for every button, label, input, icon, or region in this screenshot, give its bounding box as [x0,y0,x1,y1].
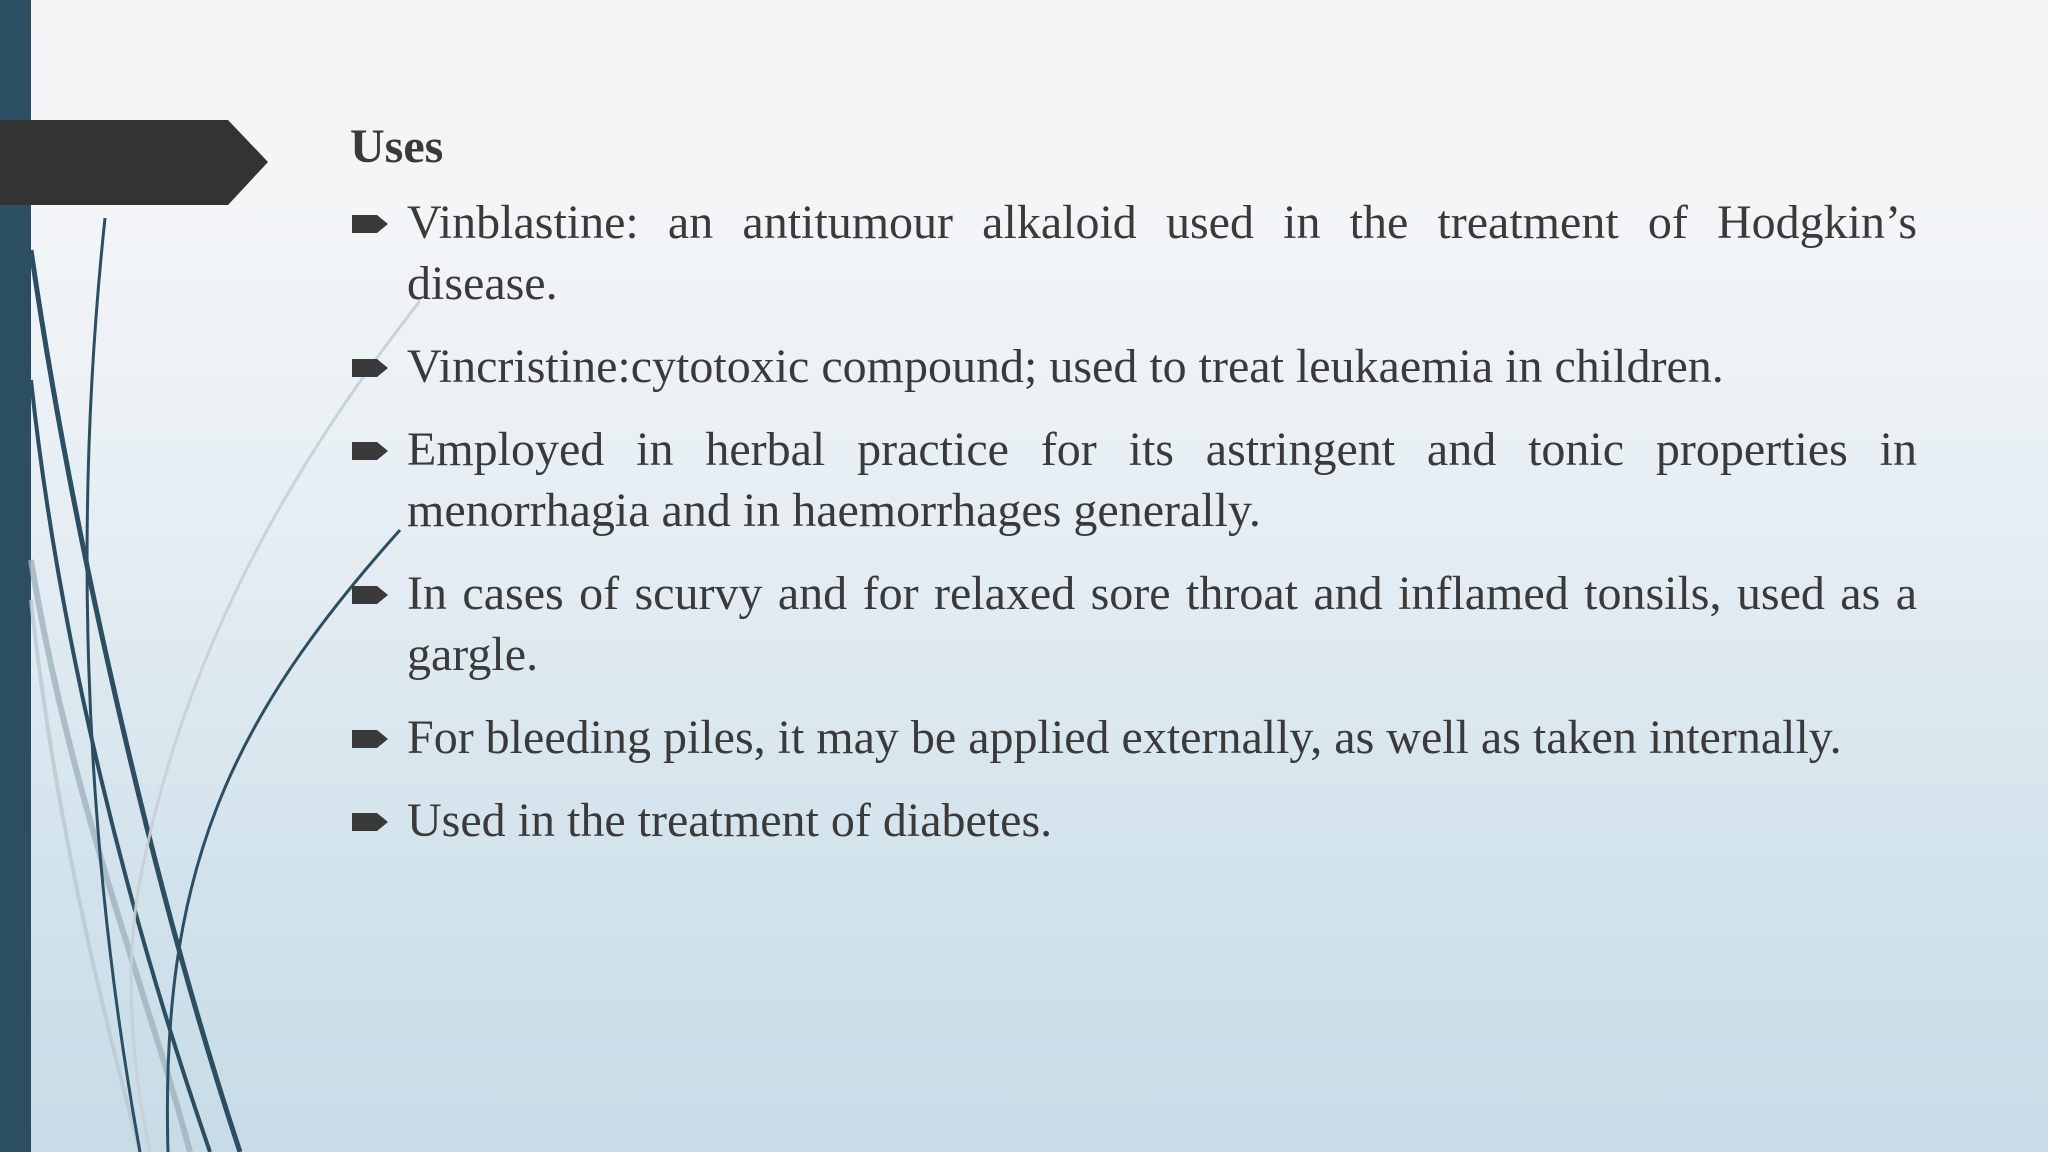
arrow-bullet-icon [350,584,390,606]
bullet-item [350,192,1917,314]
bullet-text: Employed in herbal practice for its astringent and tonic properties in menorrhagia and in haemorrhages generally. [407,423,1917,537]
slide-content [350,112,1917,873]
bullet-text: In cases of scurvy and for relaxed sore throat and inflamed tonsils, used as a gargle. [407,567,1917,681]
bullet-item [350,563,1917,685]
arrow-bullet-icon [350,440,390,462]
arrow-bullet-icon [350,811,390,833]
bullet-text: Vinblastine: an antitumour alkaloid used in the treatment of Hodgkin’s disease. [407,196,1917,310]
title-tab-shape [0,120,268,205]
bullet-item [350,336,1917,397]
bullet-text: For bleeding piles, it may be applied externally, as well as taken internally. [407,711,1842,764]
slide-heading: Uses [350,120,444,173]
bullet-item [350,419,1917,541]
arrow-bullet-icon [350,357,390,379]
bullet-list [350,192,1917,851]
bullet-text: Used in the treatment of diabetes. [407,794,1053,847]
bullet-text: Vincristine:cytotoxic compound; used to treat leukaemia in children. [407,340,1724,393]
arrow-bullet-icon [350,213,390,235]
bullet-item [350,707,1917,768]
arrow-bullet-icon [350,728,390,750]
bullet-item [350,790,1917,851]
